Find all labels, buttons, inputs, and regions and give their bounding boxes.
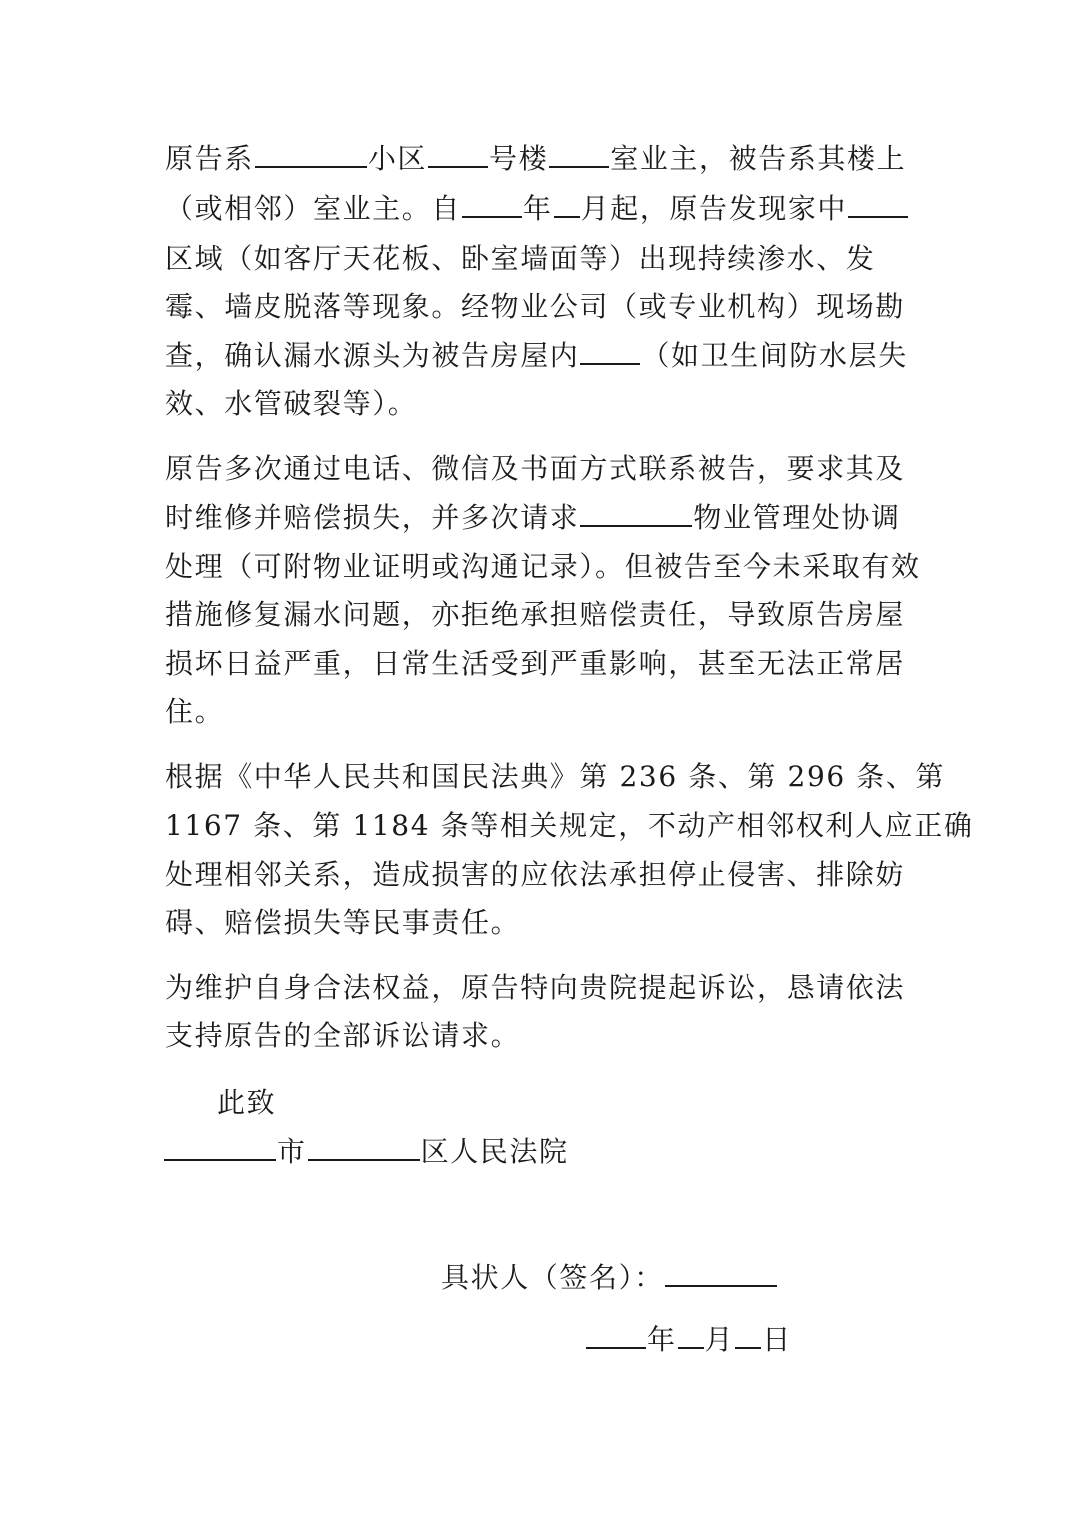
p1-l1-text-c: 号楼	[489, 142, 549, 175]
blank-date-day[interactable]	[735, 1323, 761, 1349]
blank-city[interactable]	[164, 1135, 276, 1161]
p3-line-4: 碍、赔偿损失等民事责任。	[165, 906, 521, 939]
blank-month[interactable]	[554, 192, 580, 218]
blank-date-month[interactable]	[678, 1323, 704, 1349]
p1-line-6: 效、水管破裂等）。	[165, 387, 418, 420]
date-line	[585, 1322, 792, 1358]
court-line	[163, 1134, 569, 1170]
p3-line-1: 根据《中华人民共和国民法典》第 236 条、第 296 条、第	[165, 760, 946, 793]
blank-signature[interactable]	[665, 1261, 777, 1287]
blank-district[interactable]	[308, 1135, 420, 1161]
blank-leak-source[interactable]	[580, 339, 640, 365]
signature-label: 具状人（签名）：	[441, 1261, 664, 1294]
p3-line-3: 处理相邻关系，造成损害的应依法承担停止侵害、排除妨	[165, 858, 906, 891]
p1-l5-text-a: 查，确认漏水源头为被告房屋内	[165, 339, 580, 372]
p2-l2-text-a: 时维修并赔偿损失，并多次请求	[165, 501, 580, 534]
blank-year[interactable]	[462, 192, 522, 218]
blank-area[interactable]	[848, 192, 908, 218]
p1-l2-text-a: （或相邻）室业主。自	[165, 192, 462, 225]
p1-line-1	[165, 141, 906, 177]
date-day-label: 日	[762, 1323, 792, 1356]
blank-building[interactable]	[428, 142, 488, 168]
p4-line-1: 为维护自身合法权益，原告特向贵院提起诉讼，恳请依法	[165, 971, 906, 1004]
p2-line-5: 损坏日益严重，日常生活受到严重影响，甚至无法正常居	[165, 647, 906, 680]
court-district-label: 区人民法院	[420, 1135, 569, 1168]
blank-community[interactable]	[255, 142, 367, 168]
p1-l1-text-b: 小区	[367, 142, 428, 175]
p1-l2-text-c: 月起，原告发现家中	[580, 192, 848, 225]
p2-line-6: 住。	[165, 695, 225, 728]
p3-line-2: 1167 条、第 1184 条等相关规定，不动产相邻权利人应正确	[165, 809, 974, 842]
p1-line-2	[165, 191, 909, 227]
p1-l5-text-b: （如卫生间防水层失	[641, 339, 908, 372]
p1-line-3: 区域（如客厅天花板、卧室墙面等）出现持续渗水、发	[165, 242, 876, 275]
signature-line	[441, 1260, 778, 1296]
blank-room[interactable]	[549, 142, 609, 168]
p2-line-4: 措施修复漏水问题，亦拒绝承担赔偿责任，导致原告房屋	[165, 598, 906, 631]
p1-l1-text-d: 室业主，被告系其楼上	[610, 142, 907, 175]
blank-property-office[interactable]	[580, 501, 692, 527]
date-year-label: 年	[647, 1323, 677, 1356]
salutation: 此致	[217, 1086, 277, 1119]
p2-line-1: 原告多次通过电话、微信及书面方式联系被告，要求其及	[165, 452, 906, 485]
p1-line-5	[165, 338, 908, 374]
p2-line-2	[165, 500, 901, 536]
date-month-label: 月	[704, 1323, 735, 1356]
p1-l2-text-b: 年	[523, 192, 553, 225]
blank-date-year[interactable]	[586, 1323, 646, 1349]
p1-line-4: 霉、墙皮脱落等现象。经物业公司（或专业机构）现场勘	[165, 290, 906, 323]
p4-line-2: 支持原告的全部诉讼请求。	[165, 1019, 521, 1052]
p1-l1-text-a: 原告系	[165, 142, 254, 175]
p2-l2-text-b: 物业管理处协调	[693, 501, 901, 534]
p2-line-3: 处理（可附物业证明或沟通记录）。但被告至今未采取有效	[165, 550, 921, 583]
court-city-label: 市	[277, 1135, 307, 1168]
